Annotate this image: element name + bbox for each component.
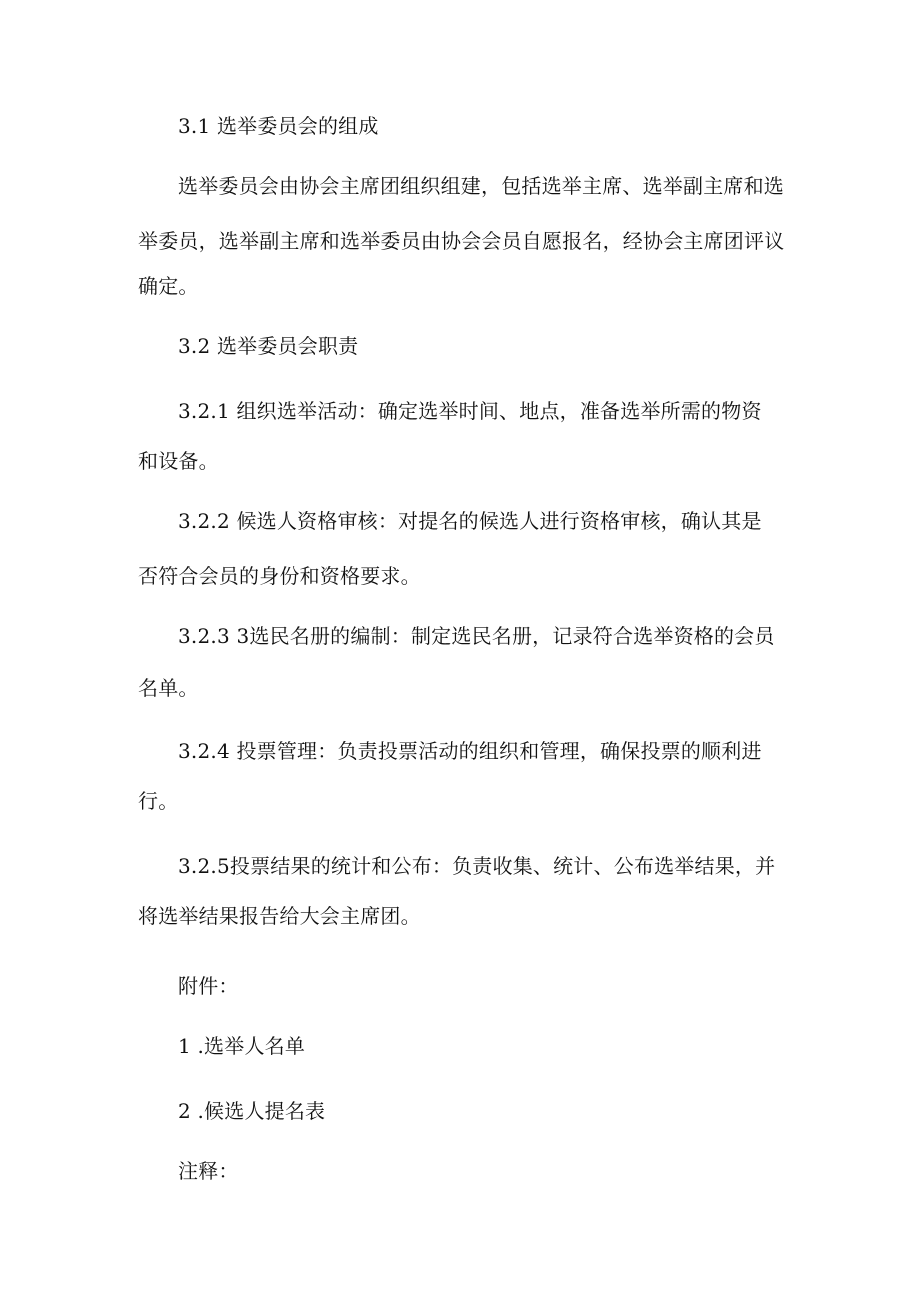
heading-3-1: 3.1 选举委员会的组成 — [178, 114, 379, 138]
item-3-2-2-line: 3.2.2 候选人资格审核：对提名的候选人进行资格审核，确认其是 — [178, 509, 762, 533]
attachment-item: 2 .候选人提名表 — [178, 1099, 326, 1123]
paragraph-line: 确定。 — [138, 274, 199, 298]
item-3-2-4-line: 行。 — [138, 789, 179, 813]
paragraph-line: 选举委员会由协会主席团组织组建，包括选举主席、选举副主席和选 — [178, 174, 784, 198]
attachments-label: 附件： — [178, 974, 239, 998]
item-3-2-5-line: 3.2.5投票结果的统计和公布：负责收集、统计、公布选举结果，并 — [178, 854, 776, 878]
notes-label: 注释： — [178, 1159, 239, 1183]
item-3-2-3-line: 3.2.3 3选民名册的编制：制定选民名册，记录符合选举资格的会员 — [178, 624, 775, 648]
item-3-2-2-line: 否符合会员的身份和资格要求。 — [138, 564, 421, 588]
item-3-2-4-line: 3.2.4 投票管理：负责投票活动的组织和管理，确保投票的顺利进 — [178, 739, 762, 763]
item-3-2-1-line: 3.2.1 组织选举活动：确定选举时间、地点，准备选举所需的物资 — [178, 399, 762, 423]
attachment-item: 1 .选举人名单 — [178, 1034, 306, 1058]
heading-3-2: 3.2 选举委员会职责 — [178, 334, 359, 358]
item-3-2-3-line: 名单。 — [138, 676, 199, 700]
item-3-2-5-line: 将选举结果报告给大会主席团。 — [138, 904, 421, 928]
paragraph-line: 举委员，选举副主席和选举委员由协会会员自愿报名，经协会主席团评议 — [138, 229, 785, 253]
item-3-2-1-line: 和设备。 — [138, 449, 219, 473]
